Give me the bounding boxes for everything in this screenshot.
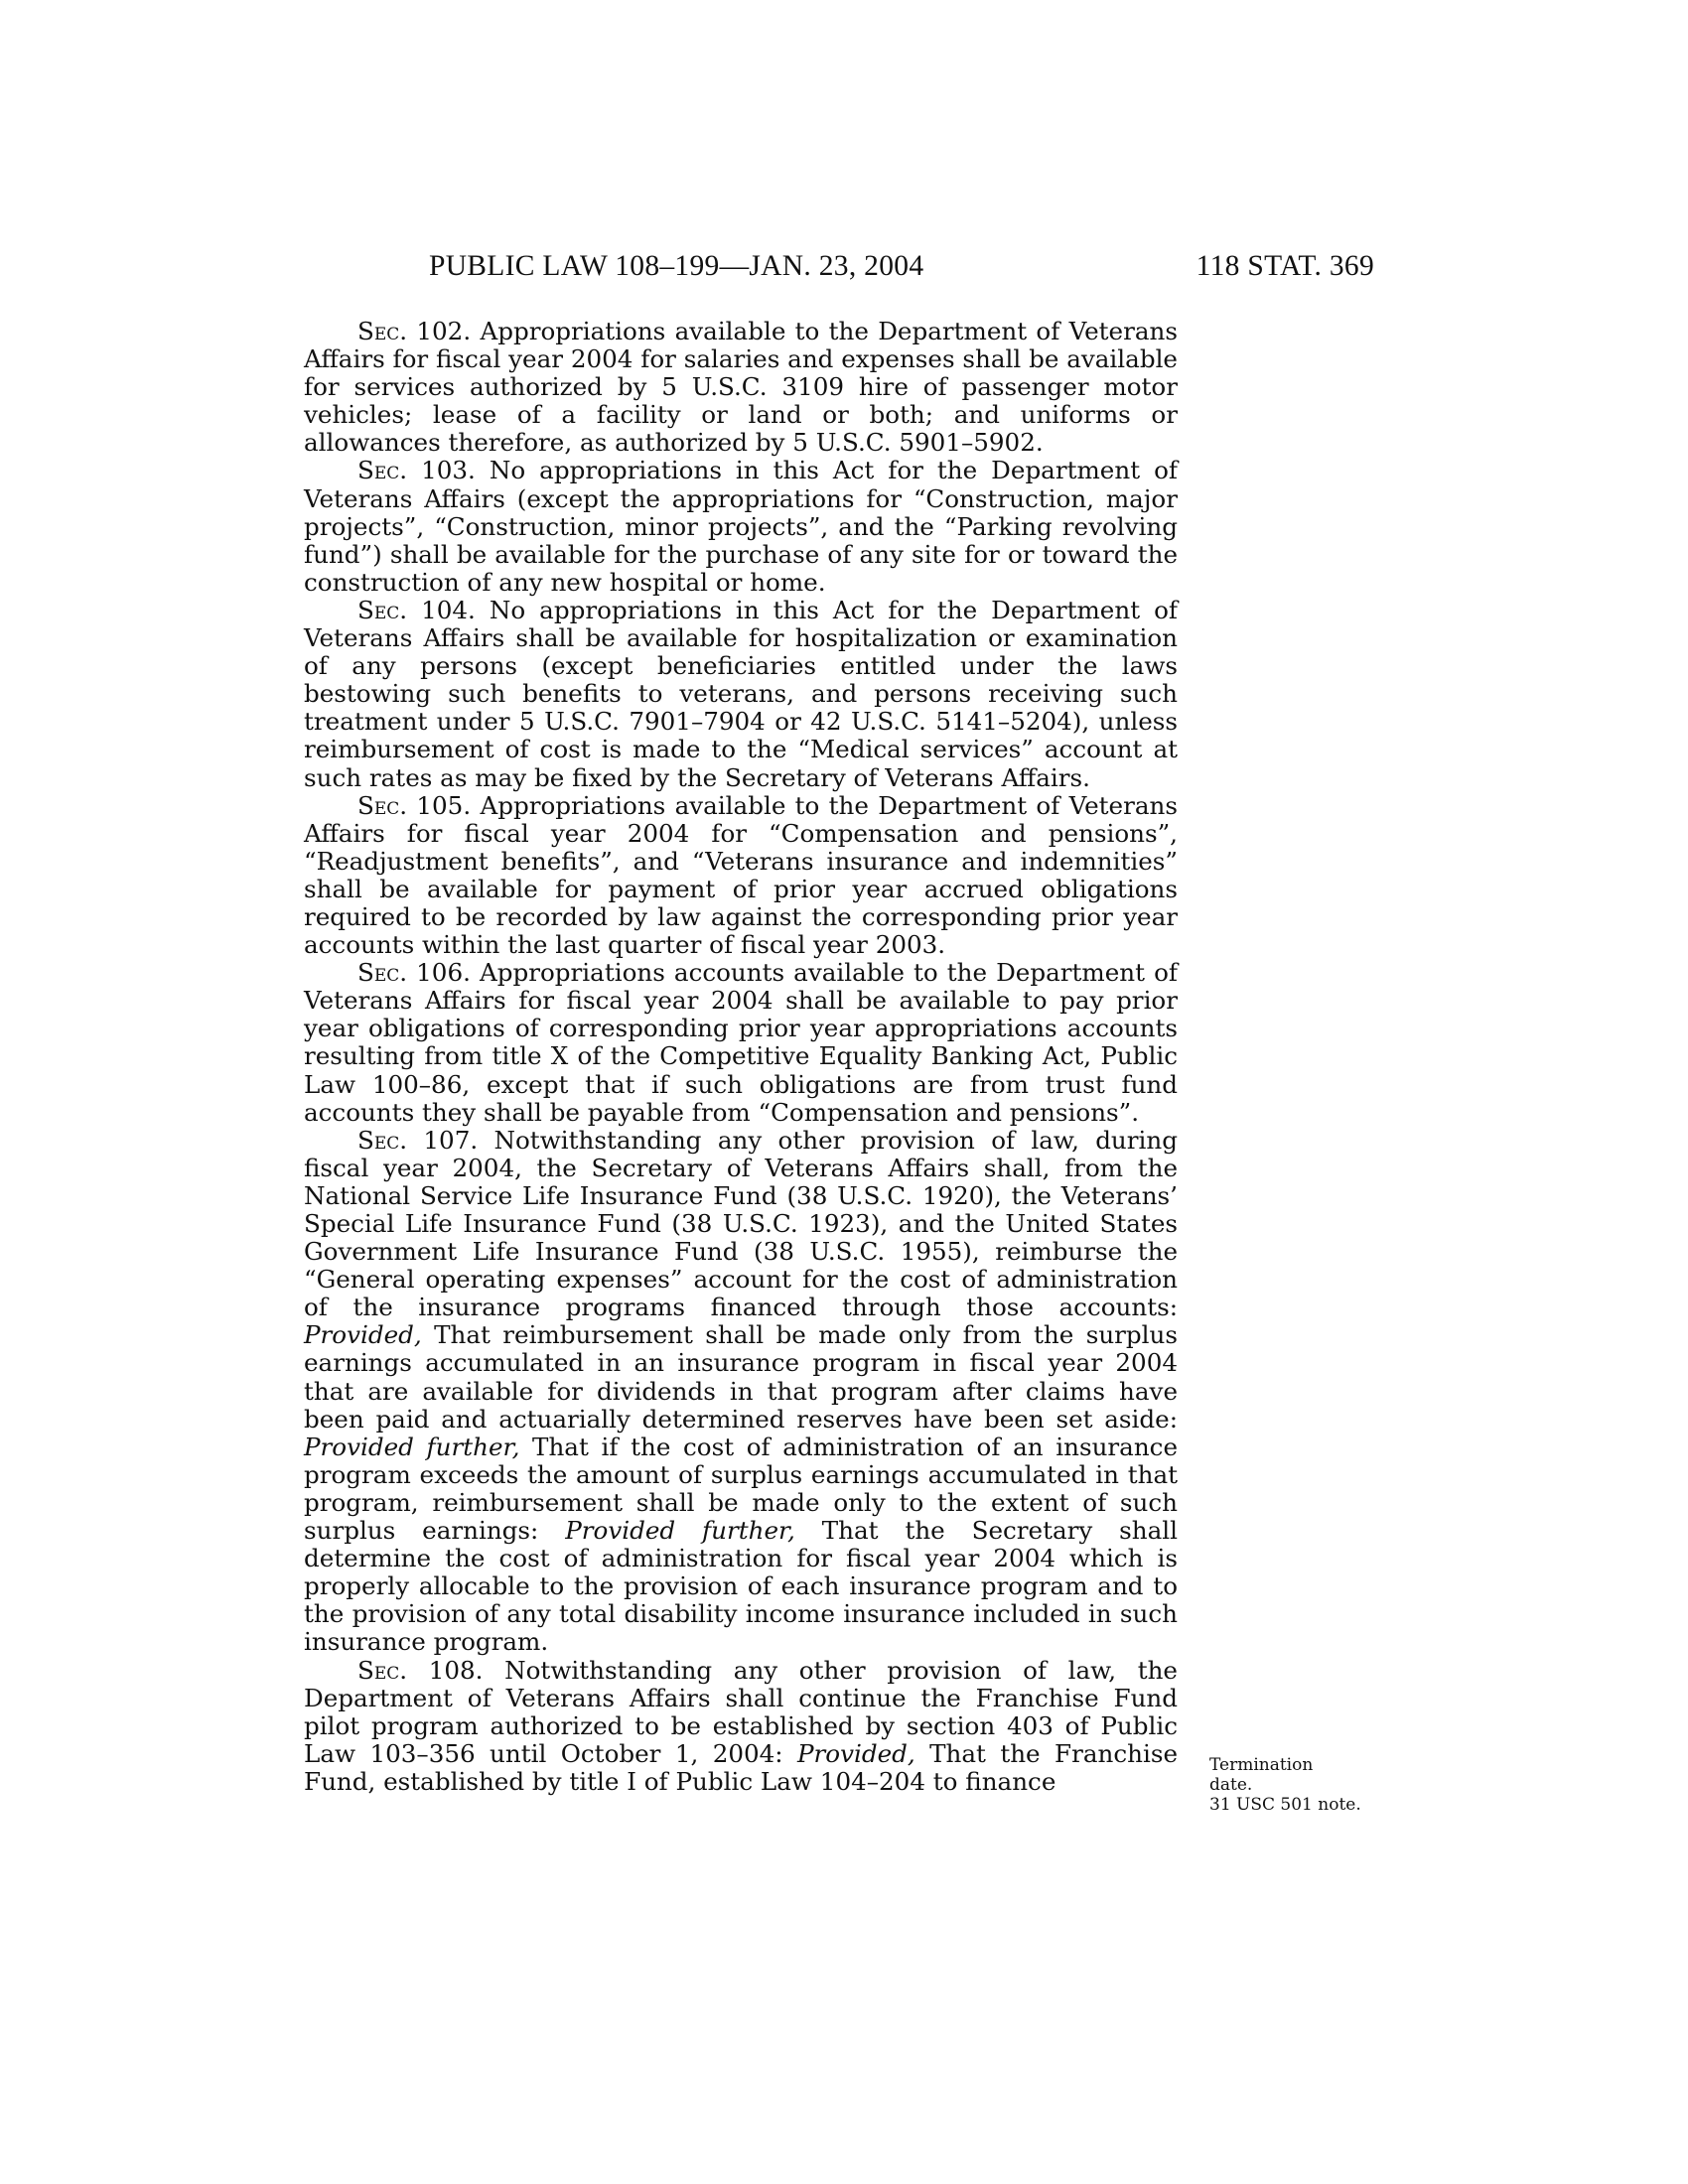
section-102 xyxy=(304,318,1178,457)
section-text: No appropriations in this Act for the Department of Veterans Affairs (except the appropriations for “Construction, major projects”, “Construction, minor projects”, and the “Parking revolving fund”) shall be available for the purchase of any site for or toward the construction of any new hospital or home. xyxy=(304,456,1178,597)
section-text: Notwithstanding any other provision of law, during fiscal year 2004, the Secretary of Veterans Affairs shall, from the National Service Life Insurance Fund (38 U.S.C. 1920), the Veterans’ Special Life Insurance Fund (38 U.S.C. 1923), and the United States Government Life Insurance Fund (38 U.S.C. 1955), reimburse the “General operating expenses” account for the cost of administration of the insurance programs financed through those accounts: xyxy=(304,1125,1178,1322)
header-title: PUBLIC LAW 108–199—JAN. 23, 2004 xyxy=(429,250,924,282)
proviso-italic: Provided further, xyxy=(304,1432,520,1461)
proviso-italic: Provided, xyxy=(797,1738,915,1768)
section-108 xyxy=(304,1657,1178,1796)
margin-note-line: Termination xyxy=(1209,1755,1314,1775)
section-label: Sec. xyxy=(357,790,408,820)
section-text: Notwithstanding any other provision of law, the Department of Veterans Affairs shall continue the Franchise Fund pilot program authorized to be established by section 403 of Public Law 103–356 until October 1, 2004: xyxy=(304,1655,1178,1768)
section-104 xyxy=(304,597,1178,792)
section-text: No appropriations in this Act for the Department of Veterans Affairs shall be available for hospitalization or examination of any persons (except beneficiaries entitled under the laws bestowing such benefits to veterans, and persons receiving such treatment under 5 U.S.C. 7901–7904 or 42 U.S.C. 5141–5204), unless reimbursement of cost is made to the “Medical services” account at such rates as may be fixed by the Secretary of Veterans Affairs. xyxy=(304,595,1178,792)
section-label: Sec. xyxy=(357,1655,408,1685)
section-number: 107. xyxy=(423,1125,479,1155)
section-label: Sec. xyxy=(357,317,408,345)
section-number: 104. xyxy=(421,595,476,624)
section-107 xyxy=(304,1127,1178,1657)
header-stat-page: 118 STAT. 369 xyxy=(1196,250,1374,282)
margin-note-line: date. xyxy=(1209,1775,1253,1795)
margin-note xyxy=(1209,1755,1378,1815)
section-103 xyxy=(304,457,1178,596)
section-number: 102. xyxy=(416,317,472,345)
section-text: That if the cost of administration of an insurance program exceeds the amount of surplus earnings accumulated in that program, reimbursement shall be made only to the extent of such surplus earnings: xyxy=(304,1432,1178,1546)
section-105 xyxy=(304,792,1178,960)
section-number: 106. xyxy=(416,958,471,988)
body-text xyxy=(304,318,1178,1796)
running-header xyxy=(429,250,1374,290)
section-text: Appropriations accounts available to the Department of Veterans Affairs for fiscal year 2004 shall be available to pay prior year obligations of corresponding prior year appropriations accounts resulting from title X of the Competitive Equality Banking Act, Public Law 100–86, except that if such obligations are from trust fund accounts they shall be payable from “Compensation and pensions”. xyxy=(304,958,1178,1127)
section-text: That reimbursement shall be made only from the surplus earnings accumulated in an insurance program in fiscal year 2004 that are available for dividends in that program after claims have been paid and actuarially determined reserves have been set aside: xyxy=(304,1320,1178,1433)
proviso-italic: Provided, xyxy=(304,1320,422,1350)
section-text: Appropriations available to the Department of Veterans Affairs for fiscal year 2004 for “Compensation and pensions”, “Readjustment benefits”, and “Veterans insurance and indemnities” shall be available for payment of prior year accrued obligations required to be recorded by law against the corresponding prior year accounts within the last quarter of fiscal year 2003. xyxy=(304,790,1178,960)
section-text: Appropriations available to the Department of Veterans Affairs for fiscal year 2004 for salaries and expenses shall be available for services authorized by 5 U.S.C. 3109 hire of passenger motor vehicles; lease of a facility or land or both; and uniforms or allowances therefore, as authorized by 5 U.S.C. 5901–5902. xyxy=(304,317,1178,458)
section-number: 103. xyxy=(421,456,476,485)
proviso-italic: Provided further, xyxy=(565,1516,795,1546)
section-label: Sec. xyxy=(357,1125,408,1155)
section-number: 105. xyxy=(416,790,472,820)
section-label: Sec. xyxy=(357,456,408,485)
section-label: Sec. xyxy=(357,958,408,988)
section-number: 108. xyxy=(428,1655,484,1685)
section-text: That the Secretary shall determine the cost of administration for fiscal year 2004 which is properly allocable to the provision of each insurance program and to the provision of any total disability income insurance included in such insurance program. xyxy=(304,1516,1179,1657)
section-106 xyxy=(304,959,1178,1127)
section-text: That the Franchise Fund, established by title I of Public Law 104–204 to finance xyxy=(304,1738,1179,1796)
margin-note-citation: 31 USC 501 note. xyxy=(1209,1795,1361,1815)
section-label: Sec. xyxy=(357,595,408,624)
